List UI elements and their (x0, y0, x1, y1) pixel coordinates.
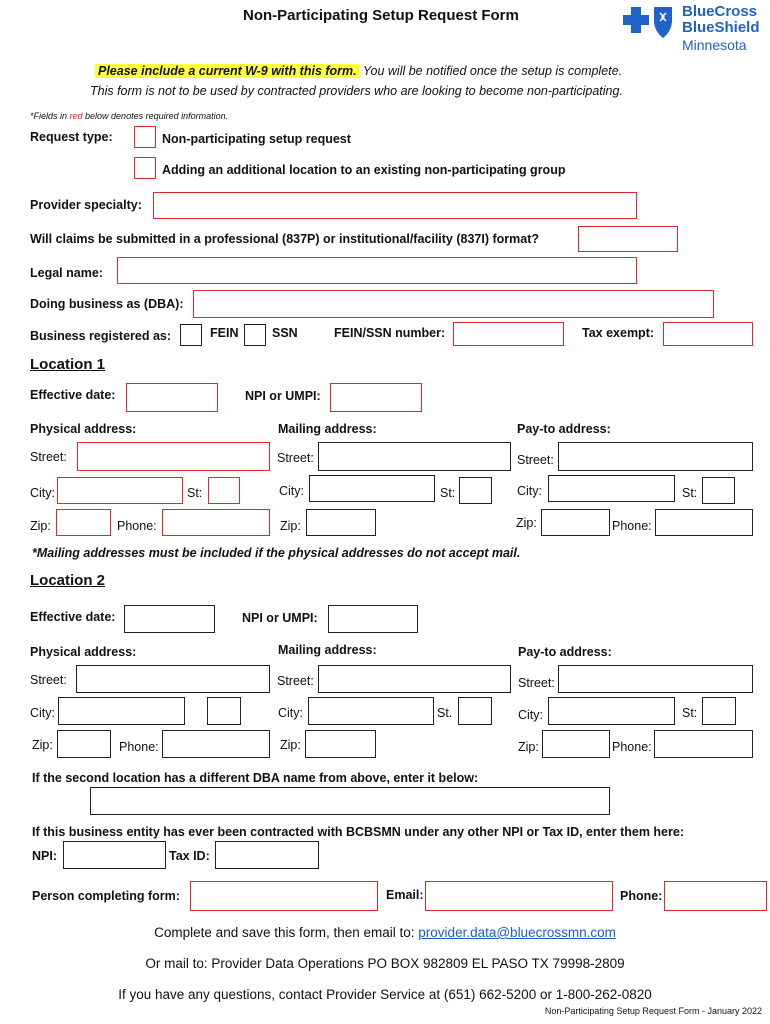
contracted-note: If this business entity has ever been contracted with BCBSMN under any other NPI or Tax ID, enter them here: (32, 825, 684, 839)
loc2-pay-street-field[interactable] (558, 665, 753, 693)
loc2-phys-city-label: City: (30, 706, 55, 720)
loc2-phys-phone-field[interactable] (162, 730, 270, 758)
contracted-taxid-label: Tax ID: (169, 849, 210, 863)
legal-name-label: Legal name: (30, 266, 103, 280)
request-option1-checkbox[interactable] (134, 126, 156, 148)
contracted-npi-field[interactable] (63, 841, 166, 869)
loc1-pay-st-label: St: (682, 486, 698, 500)
loc2-pay-street-label: Street: (518, 676, 555, 690)
loc2-npi-label: NPI or UMPI: (242, 611, 318, 625)
fields-note-red: red (69, 111, 83, 121)
loc1-phys-phone-field[interactable] (162, 509, 270, 536)
loc1-phys-street-label: Street: (30, 450, 67, 464)
loc1-payto-label: Pay-to address: (517, 422, 611, 436)
loc2-pay-city-field[interactable] (548, 697, 675, 725)
loc2-pay-st-field[interactable] (702, 697, 736, 725)
loc1-pay-street-label: Street: (517, 453, 554, 467)
loc1-phys-phone-label: Phone: (117, 519, 157, 533)
intro-line1 (95, 64, 622, 78)
loc2-mail-zip-label: Zip: (280, 738, 301, 752)
loc1-effective-field[interactable] (126, 383, 218, 412)
loc1-mail-street-label: Street: (277, 451, 314, 465)
loc2-phys-phone-label: Phone: (119, 740, 159, 754)
registered-as-label: Business registered as: (30, 329, 172, 343)
loc1-phys-st-label: St: (187, 486, 203, 500)
form-revision: Non-Participating Setup Request Form - January 2022 (544, 1006, 762, 1016)
loc2-phys-st-field[interactable] (207, 697, 241, 725)
loc2-mail-st-field[interactable] (458, 697, 492, 725)
bcbs-logo (620, 3, 770, 55)
request-type-label: Request type: (30, 130, 113, 144)
loc1-phys-city-field[interactable] (57, 477, 183, 504)
dba-label: Doing business as (DBA): (30, 297, 184, 311)
loc2-phys-street-label: Street: (30, 673, 67, 687)
fein-ssn-number-label: FEIN/SSN number: (334, 326, 446, 340)
loc1-pay-phone-label: Phone: (612, 519, 652, 533)
request-option1-label: Non-participating setup request (162, 132, 351, 146)
phone-field[interactable] (664, 881, 767, 911)
logo-line2: BlueShield (682, 19, 760, 36)
fields-note-post: below denotes required information. (82, 111, 229, 121)
loc2-pay-zip-label: Zip: (518, 740, 539, 754)
loc2-payto-label: Pay-to address: (518, 645, 612, 659)
loc2-pay-phone-label: Phone: (612, 740, 652, 754)
ssn-label: SSN (272, 326, 298, 340)
loc2-effective-label: Effective date: (30, 610, 116, 624)
loc1-phys-st-field[interactable] (208, 477, 240, 504)
w9-highlight: Please include a current W-9 with this form. (95, 64, 360, 78)
loc2-mail-zip-field[interactable] (305, 730, 376, 758)
request-option2-label: Adding an additional location to an existing non-participating group (162, 163, 566, 177)
contracted-npi-label: NPI: (32, 849, 57, 863)
loc1-mail-street-field[interactable] (318, 442, 511, 471)
page-title: Non-Participating Setup Request Form (243, 7, 519, 24)
mailing-note: *Mailing addresses must be included if the physical addresses do not accept mail. (32, 546, 521, 560)
footer-email-line (0, 925, 770, 940)
loc1-phys-city-label: City: (30, 486, 55, 500)
fields-note-pre: *Fields in (30, 111, 70, 121)
logo-line1: BlueCross (682, 3, 758, 20)
tax-exempt-label: Tax exempt: (582, 326, 655, 340)
logo-line3: Minnesota (682, 37, 747, 53)
contracted-taxid-field[interactable] (215, 841, 319, 869)
email-field[interactable] (425, 881, 613, 911)
cross-shield-icon (622, 5, 682, 41)
person-completing-field[interactable] (190, 881, 378, 911)
loc2-phys-zip-label: Zip: (32, 738, 53, 752)
loc2-mail-street-field[interactable] (318, 665, 511, 693)
loc1-mail-city-field[interactable] (309, 475, 435, 502)
loc1-phys-street-field[interactable] (77, 442, 270, 471)
loc1-pay-city-field[interactable] (548, 475, 675, 502)
location1-heading: Location 1 (30, 356, 106, 373)
ssn-checkbox[interactable] (244, 324, 266, 346)
loc2-npi-field[interactable] (328, 605, 418, 633)
provider-email-link[interactable]: provider.data@bluecrossmn.com (418, 925, 616, 940)
loc1-pay-zip-field[interactable] (541, 509, 610, 536)
loc2-pay-zip-field[interactable] (542, 730, 610, 758)
claims-format-label: Will claims be submitted in a professional (837P) or institutional/facility (837I) format? (30, 232, 540, 246)
fein-label: FEIN (210, 326, 239, 340)
loc2-pay-st-label: St: (682, 706, 698, 720)
loc2-pay-phone-field[interactable] (654, 730, 753, 758)
loc2-phys-street-field[interactable] (76, 665, 270, 693)
loc1-npi-label: NPI or UMPI: (245, 389, 321, 403)
loc1-mail-zip-field[interactable] (306, 509, 376, 536)
loc1-mail-st-label: St: (440, 486, 456, 500)
intro-line1-rest: You will be notified once the setup is complete. (362, 64, 623, 78)
loc1-pay-street-field[interactable] (558, 442, 753, 471)
request-option2-checkbox[interactable] (134, 157, 156, 179)
loc2-mail-city-label: City: (278, 706, 303, 720)
loc2-mailing-label: Mailing address: (278, 643, 377, 657)
loc2-phys-zip-field[interactable] (57, 730, 111, 758)
specialty-label: Provider specialty: (30, 198, 142, 212)
fein-checkbox[interactable] (180, 324, 202, 346)
specialty-field[interactable] (153, 192, 637, 219)
loc2-physical-label: Physical address: (30, 645, 137, 659)
loc1-effective-label: Effective date: (30, 388, 116, 402)
legal-name-field[interactable] (117, 257, 637, 284)
loc1-pay-st-field[interactable] (702, 477, 735, 504)
loc1-mail-st-field[interactable] (459, 477, 492, 504)
loc2-effective-field[interactable] (124, 605, 215, 633)
loc1-mail-zip-label: Zip: (280, 519, 301, 533)
loc1-pay-phone-field[interactable] (655, 509, 753, 536)
loc2-mail-city-field[interactable] (308, 697, 434, 725)
loc1-mailing-label: Mailing address: (278, 422, 377, 436)
person-completing-label: Person completing form: (32, 889, 180, 903)
loc1-npi-field[interactable] (330, 383, 422, 412)
tax-exempt-field[interactable] (663, 322, 753, 346)
loc2-mail-st-label: St. (437, 706, 453, 720)
email-label: Email: (386, 888, 424, 902)
loc2-phys-city-field[interactable] (58, 697, 185, 725)
footer-email-pre: Complete and save this form, then email to: (154, 925, 419, 940)
loc1-phys-zip-label: Zip: (30, 519, 51, 533)
loc1-pay-zip-label: Zip: (516, 516, 537, 530)
fields-note (30, 111, 228, 121)
claims-format-field[interactable] (578, 226, 678, 252)
loc1-mail-city-label: City: (279, 484, 304, 498)
loc2-dba-note: If the second location has a different DBA name from above, enter it below: (32, 771, 479, 785)
loc2-dba-field[interactable] (90, 787, 610, 815)
loc1-physical-label: Physical address: (30, 422, 137, 436)
loc1-phys-zip-field[interactable] (56, 509, 111, 536)
footer-mail-line: Or mail to: Provider Data Operations PO BOX 982809 EL PASO TX 79998-2809 (145, 956, 625, 971)
dba-field[interactable] (193, 290, 714, 318)
footer-questions-line: If you have any questions, contact Provider Service at (651) 662-5200 or 1-800-262-0820 (118, 987, 652, 1002)
location2-heading: Location 2 (30, 572, 106, 589)
fein-ssn-number-field[interactable] (453, 322, 564, 346)
loc2-pay-city-label: City: (518, 708, 543, 722)
intro-line2: This form is not to be used by contracted providers who are looking to become non-participating. (90, 84, 623, 98)
loc1-pay-city-label: City: (517, 484, 542, 498)
phone-label: Phone: (620, 889, 663, 903)
loc2-mail-street-label: Street: (277, 674, 314, 688)
